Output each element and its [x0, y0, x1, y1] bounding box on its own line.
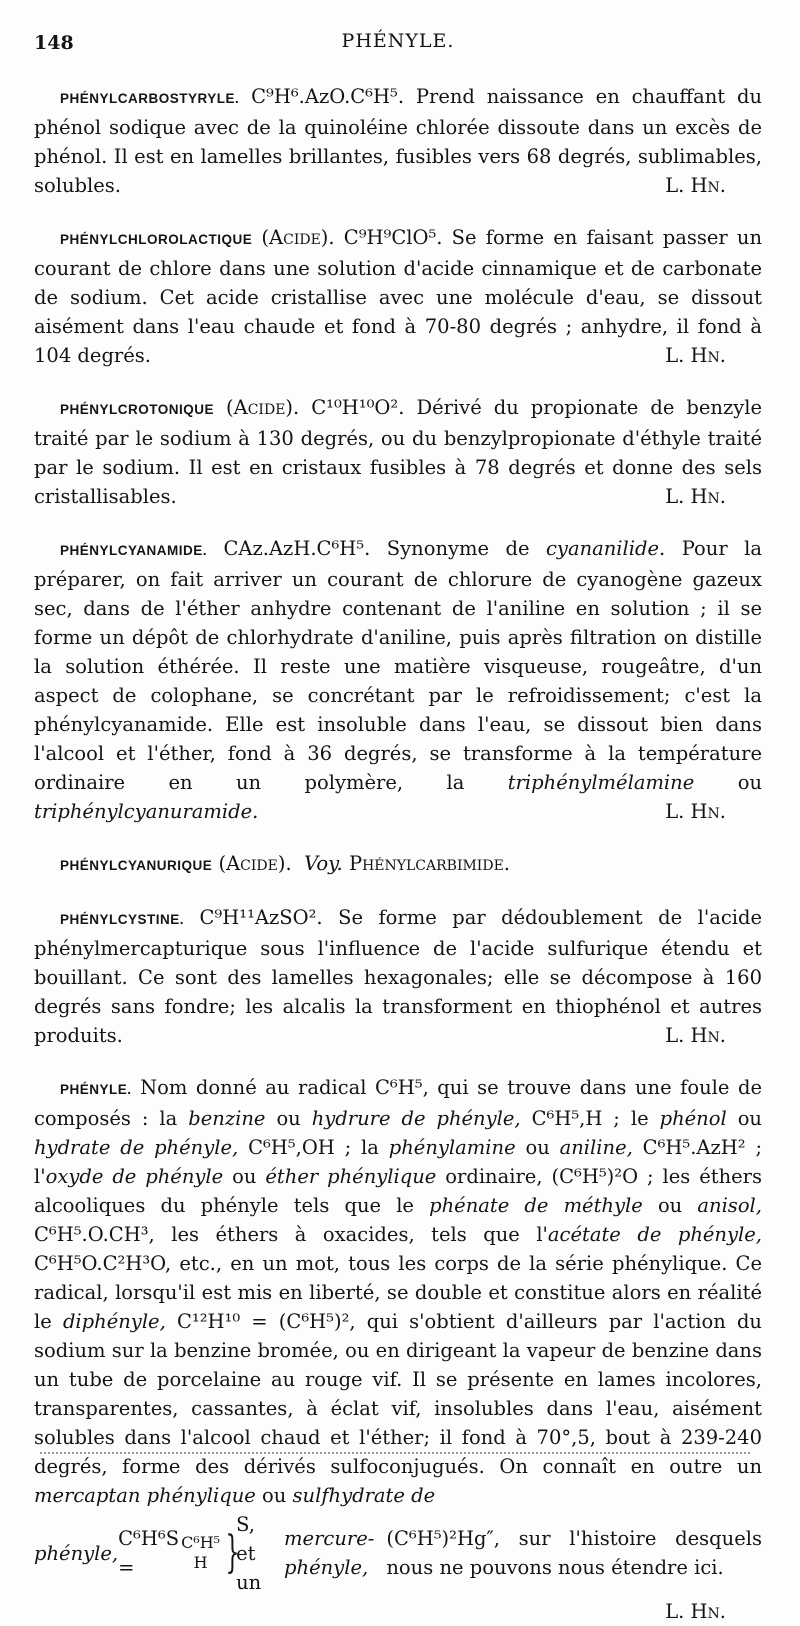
entry-headword: PHÉNYLCROTONIQUE	[60, 401, 215, 417]
formula-stack	[181, 1533, 220, 1573]
entry-text: Synonyme de	[386, 536, 530, 560]
formula-brace: }	[225, 1527, 240, 1578]
entry-italic-term: acétate de phényle,	[547, 1222, 762, 1246]
entry-formula: C⁹H⁶.AzO.C⁶H⁵.	[251, 84, 405, 108]
entry-text: ou	[276, 1106, 301, 1130]
entry-phenylcarbostyryle	[34, 82, 762, 200]
cross-reference-target[interactable]: Phénylcarbimide.	[348, 851, 510, 875]
running-title: PHÉNYLE.	[341, 30, 455, 52]
entry-formula: C¹⁰H¹⁰O².	[311, 395, 405, 419]
entry-text: Prend naissance en chauffant du phénol sodique avec de la quinoléine chlorée dissoute dans un excès de phénol. Il est en lamelles brillantes, fusibles vers 68 degrés, sublimables, solubles.	[34, 84, 763, 197]
entry-signature: L. Hn.	[665, 173, 726, 197]
entry-headword: PHÉNYLCHLOROLACTIQUE	[60, 231, 253, 247]
entry-text: Se forme en faisant passer un courant de chlore dans une solution d'acide cinnamique et de carbonate de sodium. Cet acide cristallise avec une molécule d'eau, se dissout aisément dans l'eau chaude et fond à 70-80 degrés ; anhydre, il fond à 104 degrés.	[34, 225, 763, 367]
entry-italic-term: triphénylcyanuramide.	[34, 799, 259, 823]
entry-text: ou	[657, 1193, 683, 1217]
entry-headword: PHÉNYLCYSTINE.	[60, 911, 185, 927]
entry-italic-term: cyananilide.	[546, 536, 666, 560]
entry-headword: PHÉNYLCARBOSTYRYLE.	[60, 90, 240, 106]
entry-italic-term: benzine	[188, 1106, 266, 1130]
running-header	[34, 28, 762, 62]
entry-headword: PHÉNYLCYANAMIDE.	[60, 542, 208, 558]
cross-reference-voy: Voy.	[304, 851, 343, 875]
entry-italic-term: hydrate de phényle,	[34, 1135, 239, 1159]
entry-signature: L. Hn.	[665, 799, 726, 823]
entry-text: S, et un	[236, 1512, 262, 1594]
entry-phenyle	[34, 1073, 763, 1623]
entry-text: ou	[262, 1483, 287, 1507]
entry-text: ordinaire, (C⁶H⁵)²O ; les éthers alcooliques du phényle tels que le	[34, 1164, 762, 1217]
entry-phenylchlorolactique	[34, 223, 762, 370]
entry-italic-term: sulfhydrate de	[292, 1483, 436, 1507]
entry-italic-term: mercaptan phénylique	[34, 1483, 256, 1507]
entry-text: Dérivé du propionate de benzyle traité par le sodium à 130 degrés, ou du benzylpropionate d'éthyle traité par le sodium. Il est en cristaux fusibles à 78 degrés et donne des sels cristallisables.	[34, 395, 763, 508]
entry-italic-term: oxyde de phényle	[45, 1164, 224, 1188]
entry-italic-term: diphényle,	[62, 1309, 166, 1333]
entry-text: (C⁶H⁵)²Hg″, sur l'histoire desquels nous ne pouvons nous étendre ici.	[386, 1527, 762, 1579]
entry-italic-term: anisol,	[697, 1193, 762, 1217]
entry-headword: PHÉNYLCYANURIQUE	[60, 857, 213, 873]
formula-top: C⁶H⁵	[181, 1533, 221, 1552]
formula-lhs: C⁶H⁶S =	[118, 1527, 180, 1579]
entry-phenylcrotonique	[34, 393, 762, 511]
entry-italic-term: phénol	[659, 1106, 727, 1130]
entry-text: C¹²H¹⁰ = (C⁶H⁵)², qui s'obtient d'ailleurs par l'action du sodium sur la benzine bromée, ou en dirigeant la vapeur de benzine dans un tube de porcelaine au rouge vif. Il se présente en lames incolores, transparentes, cassantes, à éclat vif, insolubles dans l'eau, aisément solubles dans l'alcool chaud et l'éther; il fond à 70°,5, bout à 239-240 degrés, forme des dérivés sulfoconjugués. On connaît en outre un	[34, 1309, 762, 1478]
entry-signature: L. Hn.	[665, 1023, 726, 1047]
entry-italic-term: phényle,	[34, 1541, 119, 1565]
entry-italic-term: phénylamine	[388, 1135, 516, 1159]
formula-bottom: H	[193, 1553, 208, 1572]
entry-italic-term: hydrure de phényle,	[311, 1106, 521, 1130]
entry-text: ou	[737, 770, 763, 794]
entry-signature: L. Hn.	[665, 484, 726, 508]
entry-qualifier: (Acide).	[226, 395, 300, 419]
entry-phenylcyanamide	[34, 534, 762, 826]
entry-italic-term: aniline,	[559, 1135, 633, 1159]
entry-italic-term: mercure-phényle,	[284, 1527, 375, 1579]
entry-formula: C⁹H⁹ClO⁵.	[343, 225, 443, 249]
entry-formula: CAz.AzH.C⁶H⁵.	[223, 536, 371, 560]
entry-qualifier: (Acide).	[218, 851, 292, 875]
entry-italic-term: phénate de méthyle	[429, 1193, 643, 1217]
entry-text: ou	[525, 1135, 550, 1159]
entry-phenylcystine	[34, 903, 762, 1050]
entry-text: C⁶H⁵.O.CH³, les éthers à oxacides, tels que l'	[34, 1222, 548, 1246]
entry-signature: L. Hn.	[665, 343, 726, 367]
structural-formula-line	[34, 1510, 762, 1597]
entry-text: C⁶H⁵O.C²H³O, etc., en un mot, tous les corps de la série phénylique. Ce radical, lorsqu'il est mis en liberté, se double et constitue alors en réalité le	[34, 1251, 762, 1333]
entry-text: Se forme par dédoublement de l'acide phénylmercapturique sous l'influence de l'acide sulfurique étendu et bouillant. Ce sont des lamelles hexagonales; elle se décompose à 160 degrés sans fondre; les alcalis la transforment en thiophénol et autres produits.	[34, 905, 763, 1047]
entry-text: ou	[232, 1164, 257, 1188]
page-number: 148	[34, 32, 74, 54]
bottom-rule	[40, 1452, 750, 1454]
entry-text: Pour la préparer, on fait arriver un courant de chlorure de cyanogène gazeux sec, dans de l'éther anhydre contenant de l'aniline en solution ; il se forme un dépôt de chlorhydrate d'aniline, puis après filtration on distille la solution éthérée. Il reste une matière visqueuse, rougeâtre, d'un aspect de colophane, se concrétant par le refroidissement; c'est la phénylcyanamide. Elle est insoluble dans l'eau, se dissout bien dans l'alcool et l'éther, fond à 36 degrés, se transforme à la température ordinaire en un polymère, la	[34, 536, 762, 794]
entry-italic-term: triphénylmélamine	[507, 770, 695, 794]
entry-text: C⁶H⁵,H ; le	[531, 1106, 649, 1130]
entry-italic-term: éther phénylique	[265, 1164, 437, 1188]
entry-signature: L. Hn.	[665, 1599, 726, 1623]
entry-text: ou	[737, 1106, 762, 1130]
entry-qualifier: (Acide).	[261, 225, 335, 249]
entry-headword: PHÉNYLE.	[60, 1081, 132, 1097]
entry-text: C⁶H⁵.AzH² ; l'	[34, 1135, 763, 1188]
entry-phenylcyanurique	[34, 849, 762, 880]
entry-text: Nom donné au radical C⁶H⁵, qui se trouve dans une foule de composés : la	[34, 1075, 762, 1130]
entry-formula: C⁹H¹¹AzSO².	[199, 905, 323, 929]
entry-text: C⁶H⁵,OH ; la	[248, 1135, 379, 1159]
